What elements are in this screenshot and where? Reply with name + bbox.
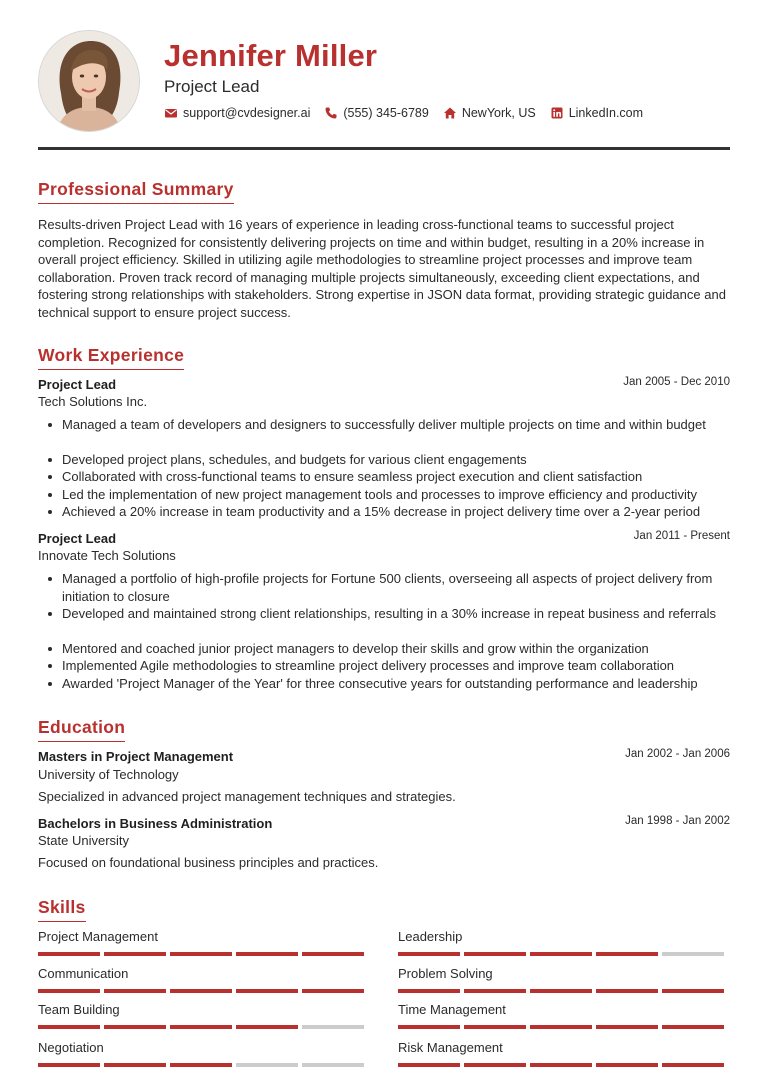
skill-level-segment (38, 1063, 100, 1067)
contact-email[interactable] (164, 106, 310, 120)
skill-level-segment (38, 952, 100, 956)
skill-name: Negotiation (38, 1040, 104, 1055)
skill-item (38, 1002, 368, 1029)
candidate-role: Project Lead (164, 77, 260, 96)
contact-location (443, 106, 536, 120)
skill-level-bar (398, 989, 728, 993)
skill-level-segment (662, 952, 724, 956)
heading-underline (38, 203, 234, 204)
job-title: Project Lead (38, 531, 117, 546)
job-company: Innovate Tech Solutions (38, 548, 176, 563)
list-item: Collaborated with cross-functional teams to ensure seamless project execution and client satisfaction (38, 468, 730, 486)
skills-heading (38, 897, 86, 922)
home-icon (443, 106, 457, 120)
skills-heading-text: Skills (38, 897, 86, 917)
skill-level-segment (464, 952, 526, 956)
list-item: Managed a portfolio of high-profile projects for Fortune 500 clients, overseeing all aspects of project delivery from initiation to closure (38, 570, 730, 605)
skill-level-segment (302, 1063, 364, 1067)
header-divider (38, 147, 730, 150)
contact-linkedin[interactable] (550, 106, 643, 120)
skill-level-segment (530, 1025, 592, 1029)
skill-name: Leadership (398, 929, 463, 944)
skill-level-bar (38, 1025, 368, 1029)
skill-name: Communication (38, 966, 129, 981)
list-item: Managed a team of developers and designers to successfully deliver multiple projects on time and within budget (38, 416, 730, 434)
skill-item (38, 1040, 368, 1067)
list-item: Mentored and coached junior project managers to develop their skills and grow within the organization (38, 640, 730, 658)
skill-level-segment (530, 1063, 592, 1067)
skill-item (398, 966, 728, 993)
skill-level-bar (398, 1025, 728, 1029)
skill-level-segment (236, 1063, 298, 1067)
skill-name: Team Building (38, 1002, 120, 1017)
profile-photo (39, 31, 139, 131)
skill-name: Project Management (38, 929, 158, 944)
skill-level-segment (302, 952, 364, 956)
education-heading-text: Education (38, 717, 126, 737)
skill-level-segment (530, 989, 592, 993)
education-heading (38, 717, 125, 742)
skill-level-bar (38, 952, 368, 956)
skill-level-segment (398, 989, 460, 993)
degree-note: Specialized in advanced project management techniques and strategies. (38, 789, 456, 804)
skill-level-segment (596, 989, 658, 993)
skill-level-segment (464, 1063, 526, 1067)
skill-level-segment (170, 1025, 232, 1029)
skill-level-segment (104, 952, 166, 956)
job-dates: Jan 2011 - Present (633, 530, 730, 542)
skill-level-segment (170, 952, 232, 956)
skill-level-segment (662, 989, 724, 993)
skill-level-bar (38, 1063, 368, 1067)
skill-level-segment (398, 952, 460, 956)
skill-level-bar (38, 989, 368, 993)
list-item: Awarded 'Project Manager of the Year' for three consecutive years for outstanding performance and leadership (38, 675, 730, 693)
job-title: Project Lead (38, 377, 117, 392)
skill-level-segment (464, 1025, 526, 1029)
job-company: Tech Solutions Inc. (38, 394, 148, 409)
heading-underline (38, 921, 86, 922)
summary-heading (38, 179, 234, 204)
school-name: University of Technology (38, 767, 179, 782)
skill-level-segment (236, 1025, 298, 1029)
degree-title: Bachelors in Business Administration (38, 816, 273, 831)
skill-level-segment (662, 1063, 724, 1067)
skill-item (38, 929, 368, 956)
skill-level-segment (104, 1025, 166, 1029)
degree-title: Masters in Project Management (38, 749, 234, 764)
skill-level-segment (104, 989, 166, 993)
skill-item (398, 1002, 728, 1029)
contact-phone-text: (555) 345-6789 (343, 106, 429, 120)
avatar (38, 30, 140, 132)
degree-dates: Jan 2002 - Jan 2006 (625, 748, 730, 760)
contact-list (164, 106, 657, 120)
skill-level-segment (398, 1025, 460, 1029)
heading-underline (38, 369, 184, 370)
skill-level-segment (302, 1025, 364, 1029)
skill-level-segment (662, 1025, 724, 1029)
skill-level-segment (596, 1025, 658, 1029)
skill-level-segment (530, 952, 592, 956)
contact-location-text: NewYork, US (461, 106, 536, 120)
skill-level-segment (170, 1063, 232, 1067)
job-bullets (38, 416, 730, 521)
contact-linkedin-text: LinkedIn.com (568, 106, 644, 120)
skill-level-segment (38, 989, 100, 993)
job-dates: Jan 2005 - Dec 2010 (623, 376, 730, 388)
list-item: Achieved a 20% increase in team productivity and a 15% decrease in project delivery time over a 2-year period (38, 503, 730, 521)
degree-dates: Jan 1998 - Jan 2002 (625, 815, 730, 827)
skill-name: Risk Management (398, 1040, 503, 1055)
summary-text: Results-driven Project Lead with 16 years of experience in leading cross-functional teams to successful project completion. Recognized for consistently delivering projects on time and within budget, resulting in a 20% increase in overall project efficiency. Skilled in utilizing agile methodologies to streamline project processes and improve team collaboration. Proven track record of managing multiple projects simultaneously, exceeding client expectations, and fostering strong relationships with stakeholders. Strong expertise in JSON data format, providing strategic guidance and technical support to ensure project success. (38, 217, 726, 320)
skill-item (398, 1040, 728, 1067)
skill-name: Time Management (398, 1002, 506, 1017)
school-name: State University (38, 833, 130, 848)
heading-underline (38, 741, 125, 742)
skill-level-segment (104, 1063, 166, 1067)
experience-heading (38, 345, 184, 370)
experience-heading-text: Work Experience (38, 345, 185, 365)
candidate-name: Jennifer Miller (164, 38, 378, 73)
skill-level-segment (38, 1025, 100, 1029)
list-item: Implemented Agile methodologies to streamline project delivery processes and improve team collaboration (38, 657, 730, 675)
skill-level-bar (398, 952, 728, 956)
job-bullets (38, 570, 730, 692)
skill-level-segment (596, 1063, 658, 1067)
skill-level-segment (236, 952, 298, 956)
skill-level-segment (236, 989, 298, 993)
skill-level-bar (398, 1063, 728, 1067)
resume-header (38, 30, 730, 150)
envelope-icon (164, 106, 178, 120)
skill-name: Problem Solving (398, 966, 493, 981)
linkedin-icon (550, 106, 564, 120)
contact-email-text: support@cvdesigner.ai (183, 106, 311, 120)
skill-item (398, 929, 728, 956)
summary-heading-text: Professional Summary (38, 179, 234, 199)
skill-item (38, 966, 368, 993)
list-item: Developed project plans, schedules, and budgets for various client engagements (38, 451, 730, 469)
skill-level-segment (170, 989, 232, 993)
skill-level-segment (398, 1063, 460, 1067)
list-item: Developed and maintained strong client relationships, resulting in a 30% increase in repeat business and referrals (38, 605, 730, 623)
skill-level-segment (596, 952, 658, 956)
contact-phone[interactable] (324, 106, 428, 120)
skill-level-segment (464, 989, 526, 993)
degree-note: Focused on foundational business principles and practices. (38, 855, 379, 870)
list-item: Led the implementation of new project management tools and processes to improve efficiency and productivity (38, 486, 730, 504)
skill-level-segment (302, 989, 364, 993)
phone-icon (324, 106, 338, 120)
